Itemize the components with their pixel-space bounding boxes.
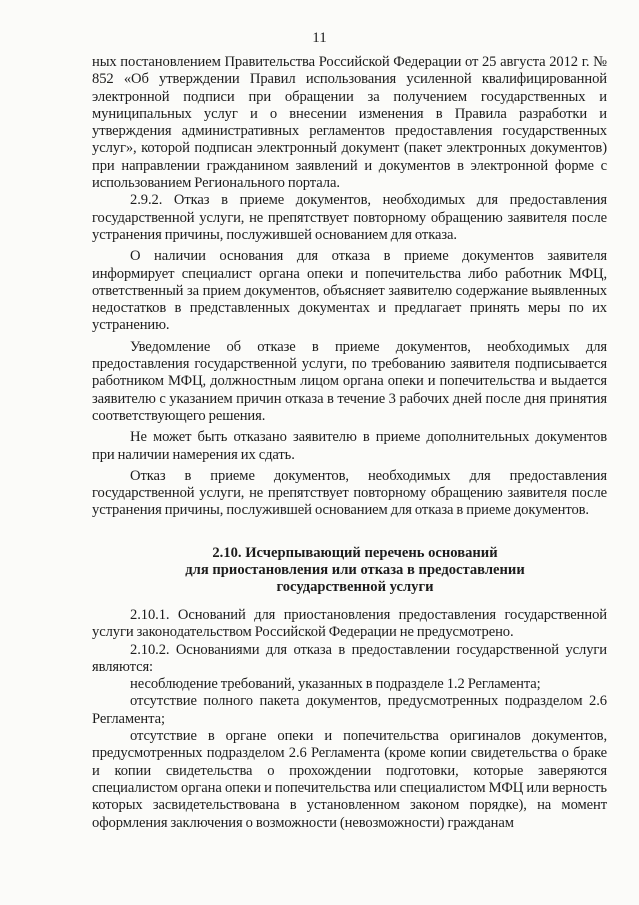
paragraph-refusal-notification: Уведомление об отказе в приеме документов, необходимых для предоставления государственной услуги, по требованию заявителя подписывается работником МФЦ, должностным лицом органа опеки и попечительства и выдается заявителю с указанием причин отказа в течение 3 рабочих дней после дня принятия соответствующего решения. [92,338,607,424]
paragraph-refusal-notice: О наличии основания для отказа в приеме документов заявителя информирует специалист органа опеки и попечительства либо работник МФЦ, ответственный за прием документов, объясняет заявителю содержание выявленных недостатков в представленных документах и предлагает принять меры по их устранению. [92,248,607,334]
section-heading-line-2: для приостановления или отказа в предоставлении [185,562,525,579]
paragraph-repeat-request: Отказ в приеме документов, необходимых для предоставления государственной услуги, не препятствует повторному обращению заявителя после устранения причины, послужившей основанием для отказа в приеме документов. [92,467,607,519]
paragraph-continuation: ных постановлением Правительства Российской Федерации от 25 августа 2012 г. № 852 «Об утверждении Правил использования усиленной квалифицированной электронной подписи при обращении за получением государственных и муниципальных услуг и о внесении изменения в Правила разработки и утверждения административных регламентов предоставления государственных услуг», которой подписан электронный документ (пакет электронных документов) при направлении гражданином заявлений и документов в электронной форме с использованием Регионального портала. [92,54,607,192]
section-heading [120,545,590,597]
body-text-upper [92,54,607,520]
section-heading-line-1: 2.10. Исчерпывающий перечень оснований [212,545,498,561]
page-number: 11 [312,30,327,46]
body-text-lower [92,607,607,832]
section-heading-line-3: государственной услуги [276,579,434,596]
list-item-missing-package: отсутствие полного пакета документов, предусмотренных подразделом 2.6 Регламента; [92,693,607,727]
paragraph-2-9-2: 2.9.2. Отказ в приеме документов, необходимых для предоставления государственной услуги, не препятствует повторному обращению заявителя после устранения причины, послужившей основанием для отказа. [92,192,607,243]
paragraph-additional-documents: Не может быть отказано заявителю в приеме дополнительных документов при наличии намерения их сдать. [92,429,607,463]
list-item-requirements: несоблюдение требований, указанных в подразделе 1.2 Регламента; [130,676,541,693]
paragraph-2-10-1: 2.10.1. Оснований для приостановления предоставления государственной услуги законодательством Российской Федерации не предусмотрено. [92,607,607,641]
list-item-missing-originals: отсутствие в органе опеки и попечительства оригиналов документов, предусмотренных подразделом 2.6 Регламента (кроме копии свидетельства о браке и копии свидетельства о прохождении подготовки, которые заверяются специалистом органа опеки и попечительства или специалистом МФЦ или верность которых засвидетельствована в установленном законом порядке), на момент оформления заключения о возможности (невозможности) гражданам [92,728,607,831]
paragraph-2-10-2: 2.10.2. Основаниями для отказа в предоставлении государственной услуги являются: [92,641,607,675]
